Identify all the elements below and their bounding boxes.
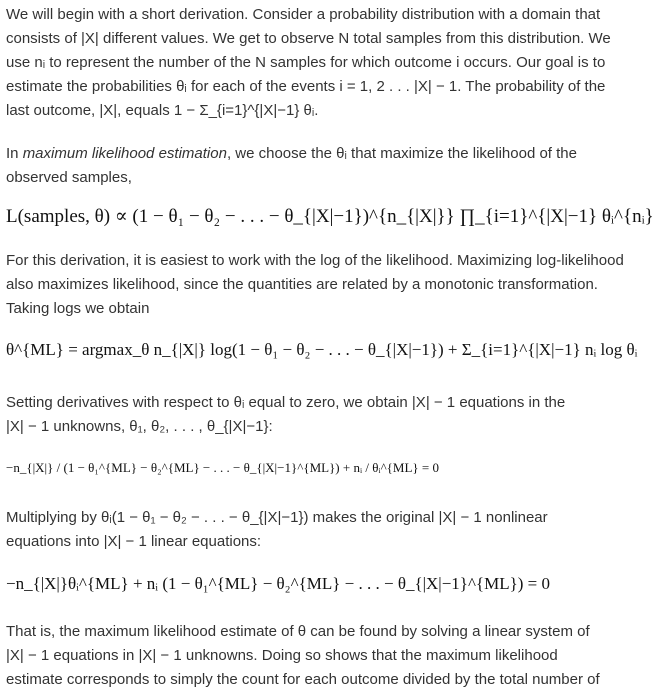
paragraph-mle	[6, 142, 662, 190]
equation-likelihood: L(samples, θ) ∝ (1 − θ₁ − θ₂ − . . . − θ_{|X|−1})^{n_{|X|}} ∏_{i=1}^{|X|−1} θᵢ^{nᵢ}	[6, 206, 654, 227]
equation-derivative: −n_{|X|} / (1 − θ₁^{ML} − θ₂^{ML} − . . . − θ_{|X|−1}^{ML}) + nᵢ / θᵢ^{ML} = 0	[6, 460, 439, 475]
equation-linear: −n_{|X|}θᵢ^{ML} + nᵢ (1 − θ₁^{ML} − θ₂^{ML} − . . . − θ_{|X|−1}^{ML}) = 0	[6, 574, 550, 593]
mle-prefix: In	[6, 145, 23, 162]
paragraph-multiply: Multiplying by θᵢ(1 − θ₁ − θ₂ − . . . − θ_{|X|−1}) makes the original |X| − 1 nonlinear equations into |X| − 1 linear equations:	[6, 509, 548, 550]
equation-log-likelihood: θ^{ML} = argmax_θ n_{|X|} log(1 − θ₁ − θ₂ − . . . − θ_{|X|−1}) + Σ_{i=1}^{|X|−1} nᵢ log θᵢ	[6, 340, 638, 359]
mle-term: maximum likelihood estimation	[22, 145, 227, 162]
paragraph-log-intro: For this derivation, it is easiest to work with the log of the likelihood. Maximizing log-likelihood also maximizes likelihood, since the quantities are related by a monotonic transformation. Taking logs we obtain	[6, 252, 624, 317]
paragraph-conclusion: That is, the maximum likelihood estimate of θ can be found by solving a linear system of |X| − 1 equations in |X| − 1 unknowns. Doing so shows that the maximum likelihood estimate corresponds to simply the count for each outcome divided by the total number of	[6, 623, 600, 688]
mle-rest: , we choose the θᵢ that maximize the likelihood of the observed samples,	[6, 145, 577, 186]
paragraph-derivatives: Setting derivatives with respect to θᵢ equal to zero, we obtain |X| − 1 equations in the |X| − 1 unknowns, θ₁, θ₂, . . . , θ_{|X|−1}:	[6, 394, 566, 435]
paragraph-intro: We will begin with a short derivation. Consider a probability distribution with a domain that consists of |X| different values. We get to observe N total samples from this distribution. We use nᵢ to represent the number of the N samples for which outcome i occurs. Our goal is to estimate the probabilities θᵢ for each of the events i = 1, 2 . . . |X| − 1. The probability of the last outcome, |X|, equals 1 − Σ_{i=1}^{|X|−1} θᵢ.	[6, 6, 611, 119]
